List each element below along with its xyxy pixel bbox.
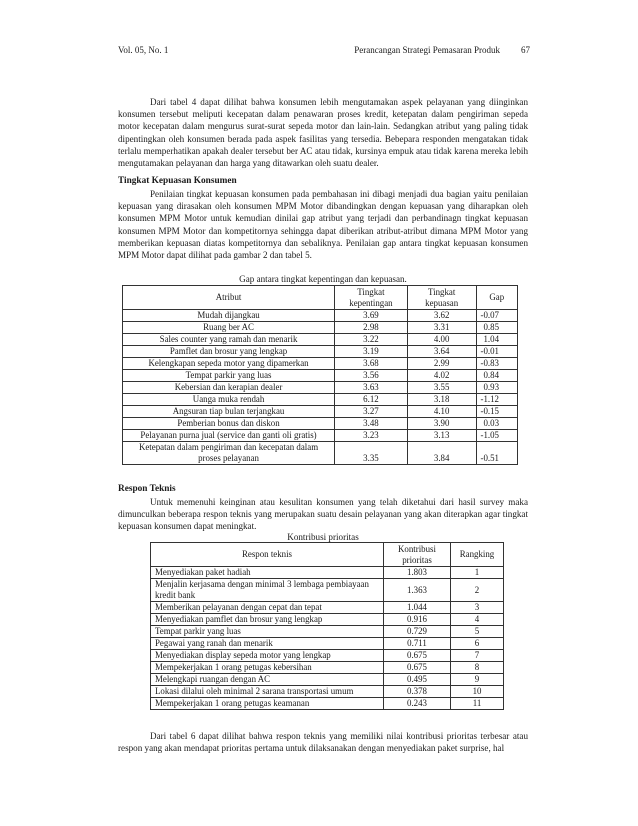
- cell-rangking: 8: [451, 662, 504, 674]
- cell-gap: 0.93: [476, 382, 518, 394]
- cell-respon: Memberikan pelayanan dengan cepat dan tepat: [151, 602, 384, 614]
- table-header-row: [151, 543, 504, 567]
- cell-rangking: 4: [451, 614, 504, 626]
- cell-kepentingan: 3.35: [335, 442, 408, 465]
- cell-kontribusi: 1.044: [384, 602, 451, 614]
- column-header-kepuasan: Tingkat kepuasan: [407, 286, 476, 310]
- table-row: [151, 686, 504, 698]
- paragraph-2: Penilaian tingkat kepuasan konsumen pada pembahasan ini dibagi menjadi dua bagian yaitu penilaian kepuasan yang dirasakan oleh konsumen MPM Motor dibandingkan dengan kepuasan yang diharapkan oleh konsumen MPM Motor untuk kemudian dinilai gap atribut yang terjadi dan perbandinagn tingkat kepuasan konsumen MPM Motor dan kompetitornya sehingga dapat diberikan atribut-atribut dimana MPM Motor yang memberikan kepuasan diatas kompetitornya dan sebaliknya. Penilaian gap antara tingkat kepuasan konsumen MPM Motor dapat dilihat pada gambar 2 dan tabel 5.: [118, 189, 528, 261]
- cell-kepuasan: 3.18: [407, 394, 476, 406]
- table-header-row: [123, 286, 518, 310]
- table-row: [123, 334, 518, 346]
- cell-atribut: Tempat parkir yang luas: [123, 370, 335, 382]
- cell-rangking: 11: [451, 698, 504, 710]
- cell-kepentingan: 2.98: [335, 322, 408, 334]
- table-row: [123, 442, 518, 465]
- table-row: [123, 346, 518, 358]
- cell-atribut: Kelengkapan sepeda motor yang dipamerkan: [123, 358, 335, 370]
- column-header-respon: Respon teknis: [151, 543, 384, 567]
- cell-rangking: 3: [451, 602, 504, 614]
- cell-kontribusi: 0.378: [384, 686, 451, 698]
- cell-kepuasan: 4.00: [407, 334, 476, 346]
- table6-caption: Kontribusi prioritas: [287, 532, 359, 542]
- cell-respon: Tempat parkir yang luas: [151, 626, 384, 638]
- table-row: [151, 650, 504, 662]
- cell-kepentingan: 3.48: [335, 418, 408, 430]
- cell-respon: Mempekerjakan 1 orang petugas kebersihan: [151, 662, 384, 674]
- cell-rangking: 9: [451, 674, 504, 686]
- cell-kepuasan: 3.64: [407, 346, 476, 358]
- cell-rangking: 1: [451, 567, 504, 579]
- cell-gap: -0.15: [476, 406, 518, 418]
- column-header-atribut: Atribut: [123, 286, 335, 310]
- cell-gap: -0.51: [476, 442, 518, 465]
- cell-respon: Menjalin kerjasama dengan minimal 3 lembaga pembiayaan kredit bank: [151, 579, 384, 602]
- column-header-gap: Gap: [476, 286, 518, 310]
- cell-kepuasan: 2.99: [407, 358, 476, 370]
- table-row: [151, 698, 504, 710]
- cell-kepentingan: 3.22: [335, 334, 408, 346]
- cell-gap: 1.04: [476, 334, 518, 346]
- table-row: [151, 626, 504, 638]
- cell-gap: 0.85: [476, 322, 518, 334]
- paragraph-4: Dari tabel 6 dapat dilihat bahwa respon teknis yang memiliki nilai kontribusi prioritas terbesar atau respon yang akan mendapat prioritas pertama untuk dilaksanakan dengan menyediakan paket surprise, hal: [118, 731, 528, 754]
- table-row: [123, 358, 518, 370]
- cell-kontribusi: 0.675: [384, 650, 451, 662]
- table-row: [123, 310, 518, 322]
- table-row: [123, 394, 518, 406]
- cell-kepentingan: 3.69: [335, 310, 408, 322]
- cell-kontribusi: 0.916: [384, 614, 451, 626]
- cell-kepuasan: 4.10: [407, 406, 476, 418]
- table-row: [123, 322, 518, 334]
- cell-atribut: Uanga muka rendah: [123, 394, 335, 406]
- cell-atribut: Sales counter yang ramah dan menarik: [123, 334, 335, 346]
- table-gap: [122, 285, 518, 465]
- table-row: [151, 567, 504, 579]
- cell-gap: 0.03: [476, 418, 518, 430]
- cell-kepentingan: 3.19: [335, 346, 408, 358]
- column-header-rangking: Rangking: [451, 543, 504, 567]
- cell-kepentingan: 3.23: [335, 430, 408, 442]
- column-header-kontribusi: Kontribusi prioritas: [384, 543, 451, 567]
- cell-kepuasan: 4.02: [407, 370, 476, 382]
- cell-kontribusi: 0.495: [384, 674, 451, 686]
- cell-kontribusi: 1.363: [384, 579, 451, 602]
- table-row: [123, 370, 518, 382]
- cell-rangking: 5: [451, 626, 504, 638]
- cell-atribut: Pemberian bonus dan diskon: [123, 418, 335, 430]
- cell-gap: -1.12: [476, 394, 518, 406]
- table-row: [123, 418, 518, 430]
- table-row: [151, 614, 504, 626]
- cell-kepuasan: 3.62: [407, 310, 476, 322]
- table-row: [151, 602, 504, 614]
- cell-kepuasan: 3.13: [407, 430, 476, 442]
- heading-respon-teknis: Respon Teknis: [118, 484, 176, 494]
- heading-tingkat-kepuasan: Tingkat Kepuasan Konsumen: [118, 176, 237, 186]
- cell-kontribusi: 0.675: [384, 662, 451, 674]
- cell-kepentingan: 3.68: [335, 358, 408, 370]
- cell-respon: Menyediakan display sepeda motor yang lengkap: [151, 650, 384, 662]
- cell-gap: 0.84: [476, 370, 518, 382]
- cell-respon: Mempekerjakan 1 orang petugas keamanan: [151, 698, 384, 710]
- cell-kepuasan: 3.55: [407, 382, 476, 394]
- cell-respon: Melengkapi ruangan dengan AC: [151, 674, 384, 686]
- cell-respon: Menyediakan pamflet dan brosur yang lengkap: [151, 614, 384, 626]
- cell-kepentingan: 3.27: [335, 406, 408, 418]
- cell-kontribusi: 0.243: [384, 698, 451, 710]
- cell-atribut: Mudah dijangkau: [123, 310, 335, 322]
- table-row: [123, 406, 518, 418]
- table-row: [151, 638, 504, 650]
- cell-respon: Lokasi dilalui oleh minimal 2 sarana transportasi umum: [151, 686, 384, 698]
- cell-atribut: Ruang ber AC: [123, 322, 335, 334]
- cell-kepuasan: 3.31: [407, 322, 476, 334]
- running-title: Perancangan Strategi Pemasaran Produk: [354, 45, 500, 55]
- cell-gap: -0.83: [476, 358, 518, 370]
- cell-kepentingan: 6.12: [335, 394, 408, 406]
- cell-kepuasan: 3.84: [407, 442, 476, 465]
- cell-rangking: 6: [451, 638, 504, 650]
- table-row: [151, 662, 504, 674]
- cell-atribut: Kebersian dan kerapian dealer: [123, 382, 335, 394]
- cell-kontribusi: 1.803: [384, 567, 451, 579]
- paragraph-1: Dari tabel 4 dapat dilihat bahwa konsumen lebih mengutamakan aspek pelayanan yang diinginkan konsumen tersebut meliputi kecepatan dalam penawaran proses kredit, ketepatan dalam pengiriman sepeda motor kecepatan dalam mengurus surat-surat sepeda motor dan lain-lain. Sedangkan atribut yang paling tidak dipentingkan oleh konsumen berada pada aspek fasilitas yang tersedia. Bebepara responden mengatakan tidak terlalu memperhatikan apakah dealer tersebut ber AC atau tidak, kursinya empuk atau tidak karena mereka lebih mengutamakan pelayanan dan harga yang ditawarkan oleh suatu dealer.: [118, 97, 528, 169]
- table-row: [151, 674, 504, 686]
- journal-volume: Vol. 05, No. 1: [118, 45, 169, 55]
- table5-caption: Gap antara tingkat kepentingan dan kepuasan.: [239, 274, 407, 284]
- cell-respon: Pegawai yang ranah dan menarik: [151, 638, 384, 650]
- cell-rangking: 10: [451, 686, 504, 698]
- table-kontribusi: [150, 542, 504, 710]
- table-row: [123, 430, 518, 442]
- cell-kontribusi: 0.729: [384, 626, 451, 638]
- cell-gap: -0.01: [476, 346, 518, 358]
- cell-atribut: Angsuran tiap bulan terjangkau: [123, 406, 335, 418]
- cell-kepuasan: 3.90: [407, 418, 476, 430]
- table-row: [123, 382, 518, 394]
- cell-rangking: 2: [451, 579, 504, 602]
- cell-gap: -0.07: [476, 310, 518, 322]
- cell-kontribusi: 0.711: [384, 638, 451, 650]
- cell-rangking: 7: [451, 650, 504, 662]
- table-row: [151, 579, 504, 602]
- cell-kepentingan: 3.56: [335, 370, 408, 382]
- cell-kepentingan: 3.63: [335, 382, 408, 394]
- cell-gap: -1.05: [476, 430, 518, 442]
- column-header-kepentingan: Tingkat kepentingan: [335, 286, 408, 310]
- page-number: 67: [521, 45, 530, 55]
- cell-respon: Menyediakan paket hadiah: [151, 567, 384, 579]
- paragraph-3: Untuk memenuhi keinginan atau kesulitan konsumen yang telah diketahui dari hasil survey maka dimunculkan beberapa respon teknis yang merupakan suatu desain pelayanan yang akan diterapkan agar tingkat kepuasan konsumen dapat meningkat.: [118, 497, 528, 532]
- cell-atribut: Pamflet dan brosur yang lengkap: [123, 346, 335, 358]
- cell-atribut: Ketepatan dalam pengiriman dan kecepatan dalam proses pelayanan: [123, 442, 335, 465]
- cell-atribut: Pelayanan purna jual (service dan ganti oli gratis): [123, 430, 335, 442]
